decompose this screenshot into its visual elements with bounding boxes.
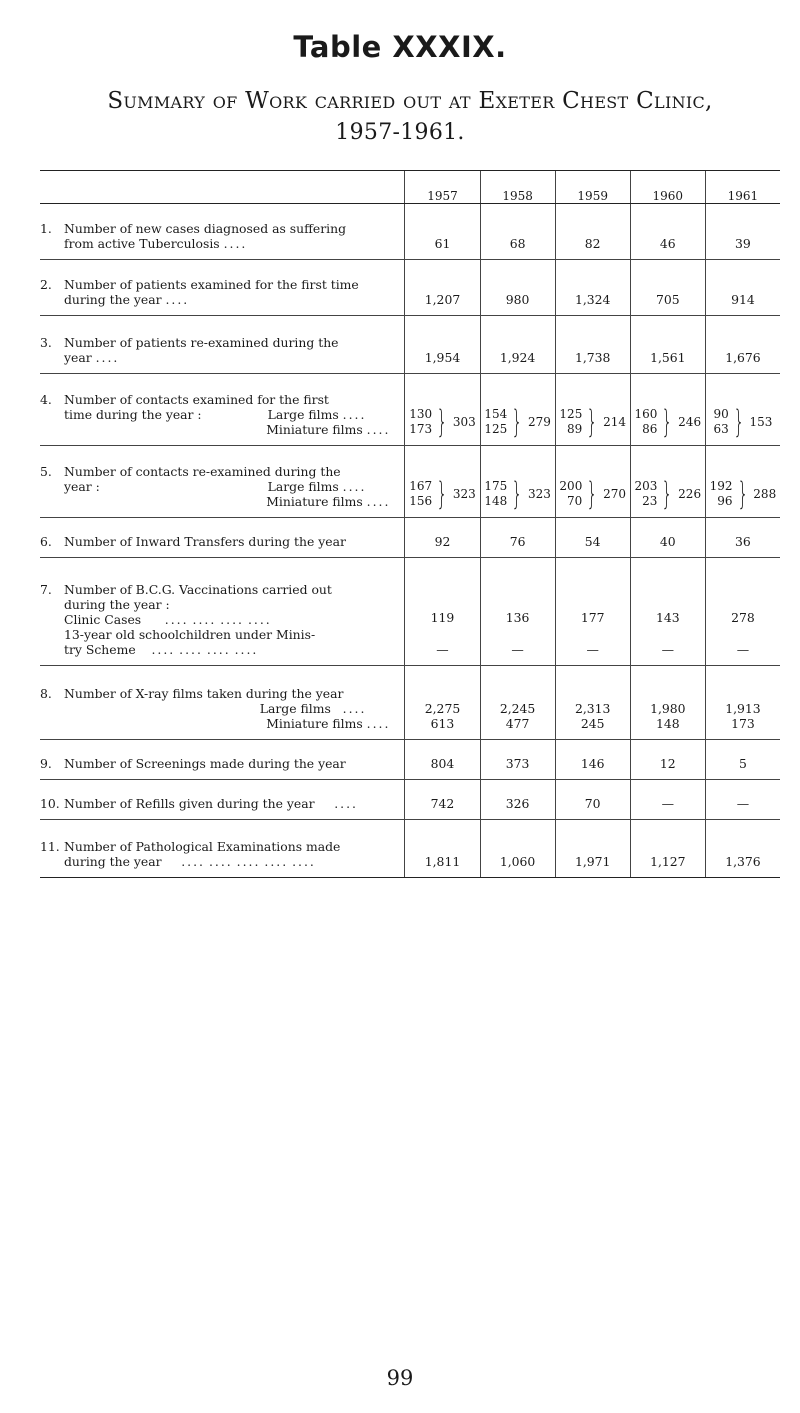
table-row bbox=[40, 260, 780, 316]
cell-value: 39 bbox=[705, 204, 780, 260]
leader-dots: .... bbox=[208, 854, 233, 869]
large-films-value: 160 bbox=[634, 407, 658, 421]
cell-stacked bbox=[630, 558, 705, 666]
row-text-line: Number of X-ray films taken during the year bbox=[64, 686, 344, 701]
miniature-films-value: 173 bbox=[409, 422, 433, 436]
miniature-films-value: 245 bbox=[580, 716, 605, 731]
cell-value: 68 bbox=[480, 204, 555, 260]
large-films-value: 167 bbox=[409, 479, 433, 493]
cell-value: 146 bbox=[555, 740, 630, 780]
leader-dots: .... bbox=[366, 422, 391, 437]
cell-value: 46 bbox=[630, 204, 705, 260]
row-description bbox=[40, 780, 405, 820]
leader-dots: .... bbox=[264, 854, 289, 869]
cell-value: 326 bbox=[480, 780, 555, 820]
large-films-value: 1,980 bbox=[650, 701, 686, 716]
leader-dots: .... bbox=[206, 642, 231, 657]
miniature-films-value: 89 bbox=[567, 422, 583, 436]
row-text-line: Number of Refills given during the year bbox=[64, 796, 315, 811]
school-scheme-value: — bbox=[661, 642, 674, 657]
leader-dots: .... bbox=[366, 716, 391, 731]
total-value: 288 bbox=[753, 486, 777, 501]
right-brace-icon: } bbox=[737, 476, 748, 512]
summary-table bbox=[40, 170, 780, 878]
miniature-films-value: 70 bbox=[567, 494, 583, 508]
row-description bbox=[40, 374, 405, 446]
row-number: 5. bbox=[40, 464, 52, 479]
miniature-films-value: 86 bbox=[642, 422, 658, 436]
cell-value: 1,954 bbox=[405, 316, 480, 374]
leader-dots: .... bbox=[179, 642, 203, 657]
leader-dots: .... bbox=[342, 701, 367, 716]
cell-braced bbox=[630, 374, 705, 446]
header-year-1960: 1960 bbox=[630, 171, 705, 204]
row-number: 9. bbox=[40, 756, 52, 771]
miniature-films-value: 148 bbox=[484, 494, 508, 508]
cell-braced bbox=[705, 374, 780, 446]
row-number: 4. bbox=[40, 392, 52, 407]
school-scheme-value: — bbox=[736, 642, 750, 657]
clinic-cases-value: 143 bbox=[655, 610, 680, 625]
table-row bbox=[40, 740, 780, 780]
row-description bbox=[40, 204, 405, 260]
cell-value: 1,676 bbox=[705, 316, 780, 374]
row-description bbox=[40, 518, 405, 558]
sub-label-miniature: Miniature films bbox=[266, 494, 363, 509]
cell-value: 1,324 bbox=[555, 260, 630, 316]
row-text-line: during the year : bbox=[64, 597, 170, 612]
cell-stacked bbox=[705, 558, 780, 666]
cell-stacked bbox=[480, 666, 555, 740]
total-value: 323 bbox=[452, 486, 476, 501]
cell-stacked bbox=[405, 666, 480, 740]
table-row bbox=[40, 666, 780, 740]
cell-value: 5 bbox=[705, 740, 780, 780]
row-number: 8. bbox=[40, 686, 52, 701]
row-text-line: Number of new cases diagnosed as suffering bbox=[64, 221, 347, 236]
miniature-films-value: 477 bbox=[505, 716, 530, 731]
right-brace-icon: } bbox=[733, 404, 745, 440]
miniature-films-value: 148 bbox=[655, 716, 680, 731]
cell-value: 1,738 bbox=[555, 316, 630, 374]
miniature-films-value: 63 bbox=[713, 422, 729, 436]
cell-value: — bbox=[705, 780, 780, 820]
miniature-films-value: 96 bbox=[717, 494, 733, 508]
row-text-line: time during the year : bbox=[64, 407, 202, 422]
row-number: 1. bbox=[40, 221, 52, 236]
row-text-line: 13-year old schoolchildren under Minis- bbox=[64, 627, 316, 642]
total-value: 226 bbox=[678, 486, 702, 501]
total-value: 279 bbox=[527, 414, 551, 429]
row-number: 7. bbox=[40, 582, 52, 597]
cell-braced bbox=[405, 446, 480, 518]
leader-dots: .... bbox=[165, 292, 190, 307]
cell-value: 36 bbox=[705, 518, 780, 558]
leader-dots: .... bbox=[366, 494, 391, 509]
row-description bbox=[40, 558, 405, 666]
cell-stacked bbox=[630, 666, 705, 740]
right-brace-icon: } bbox=[586, 404, 598, 440]
miniature-films-value: 125 bbox=[484, 422, 508, 436]
header-blank bbox=[40, 171, 405, 204]
header-year-1961: 1961 bbox=[705, 171, 780, 204]
row-description bbox=[40, 260, 405, 316]
row-text-line: during the year bbox=[64, 854, 162, 869]
cell-value: 82 bbox=[555, 204, 630, 260]
cell-value: 804 bbox=[405, 740, 480, 780]
miniature-films-value: 156 bbox=[409, 494, 433, 508]
table-row bbox=[40, 374, 780, 446]
cell-value: 705 bbox=[630, 260, 705, 316]
row-text-line: year : bbox=[64, 479, 100, 494]
large-films-value: 203 bbox=[634, 479, 658, 493]
subtitle-line-1: Summary of Work carried out at Exeter Chest Clinic, bbox=[107, 88, 713, 114]
right-brace-icon: } bbox=[511, 476, 523, 512]
cell-value: 742 bbox=[405, 780, 480, 820]
page-number: 99 bbox=[386, 1366, 414, 1390]
leader-dots: .... bbox=[95, 350, 120, 365]
cell-value: 1,924 bbox=[480, 316, 555, 374]
cell-braced bbox=[480, 446, 555, 518]
row-text-line: Number of contacts re-examined during the bbox=[64, 464, 341, 479]
table-row bbox=[40, 446, 780, 518]
cell-value: 70 bbox=[555, 780, 630, 820]
clinic-cases-value: 177 bbox=[580, 610, 605, 625]
leader-dots: .... bbox=[342, 407, 367, 422]
row-description bbox=[40, 666, 405, 740]
row-description bbox=[40, 740, 405, 780]
cell-value: 61 bbox=[405, 204, 480, 260]
leader-dots: .... bbox=[234, 642, 259, 657]
row-text-line: from active Tuberculosis bbox=[64, 236, 220, 251]
right-brace-icon: } bbox=[436, 404, 448, 440]
table-title: Table XXXIX. bbox=[293, 30, 507, 64]
leader-dots: .... bbox=[223, 236, 248, 251]
row-text-line: try Scheme bbox=[64, 642, 136, 657]
row-description bbox=[40, 316, 405, 374]
large-films-value: 175 bbox=[484, 479, 508, 493]
sub-label-large: Large films bbox=[259, 701, 331, 716]
cell-braced bbox=[405, 374, 480, 446]
row-text-line: Number of contacts examined for the first bbox=[64, 392, 329, 407]
cell-value: 12 bbox=[630, 740, 705, 780]
total-value: 303 bbox=[452, 414, 476, 429]
row-text-line: Clinic Cases bbox=[64, 612, 142, 627]
row-text-line: during the year bbox=[64, 292, 162, 307]
row-text-line: Number of patients examined for the first time bbox=[64, 277, 359, 292]
leader-dots: .... bbox=[342, 479, 367, 494]
large-films-value: 125 bbox=[559, 407, 583, 421]
right-brace-icon: } bbox=[661, 404, 673, 440]
miniature-films-value: 173 bbox=[731, 716, 755, 731]
cell-value: 1,127 bbox=[630, 820, 705, 878]
cell-value: 92 bbox=[405, 518, 480, 558]
header-row bbox=[40, 171, 780, 204]
cell-value: 54 bbox=[555, 518, 630, 558]
cell-braced bbox=[705, 446, 780, 518]
cell-value: 1,971 bbox=[555, 820, 630, 878]
table-row bbox=[40, 558, 780, 666]
leader-dots: .... bbox=[334, 796, 358, 811]
large-films-value: 2,275 bbox=[424, 701, 461, 716]
row-description bbox=[40, 820, 405, 878]
table-row bbox=[40, 518, 780, 558]
total-value: 246 bbox=[678, 414, 702, 429]
table-row bbox=[40, 820, 780, 878]
cell-value: 373 bbox=[480, 740, 555, 780]
school-scheme-value: — bbox=[586, 642, 599, 657]
clinic-cases-value: 278 bbox=[731, 610, 755, 625]
table-row bbox=[40, 204, 780, 260]
sub-label-miniature: Miniature films bbox=[266, 422, 363, 437]
leader-dots: .... bbox=[151, 642, 176, 657]
row-number: 2. bbox=[40, 277, 52, 292]
subtitle-line-2: 1957-1961. bbox=[335, 120, 465, 145]
right-brace-icon: } bbox=[586, 476, 598, 512]
row-number: 6. bbox=[40, 534, 52, 549]
row-text-line: Number of Pathological Examinations made bbox=[64, 839, 341, 854]
clinic-cases-value: 119 bbox=[430, 610, 455, 625]
right-brace-icon: } bbox=[661, 476, 673, 512]
large-films-value: 154 bbox=[484, 407, 508, 421]
sub-label-large: Large films bbox=[267, 407, 339, 422]
leader-dots: .... bbox=[247, 612, 272, 627]
cell-value: 980 bbox=[480, 260, 555, 316]
right-brace-icon: } bbox=[436, 476, 448, 512]
miniature-films-value: 23 bbox=[642, 494, 658, 508]
row-description bbox=[40, 446, 405, 518]
large-films-value: 130 bbox=[409, 407, 433, 421]
cell-braced bbox=[480, 374, 555, 446]
cell-braced bbox=[630, 446, 705, 518]
header-year-1958: 1958 bbox=[480, 171, 555, 204]
cell-value: 1,060 bbox=[480, 820, 555, 878]
row-number: 10. bbox=[40, 796, 60, 811]
cell-value: 1,207 bbox=[405, 260, 480, 316]
cell-value: 914 bbox=[705, 260, 780, 316]
large-films-value: 1,913 bbox=[725, 701, 761, 716]
cell-braced bbox=[555, 374, 630, 446]
school-scheme-value: — bbox=[436, 642, 449, 657]
table-row bbox=[40, 780, 780, 820]
cell-value: 40 bbox=[630, 518, 705, 558]
cell-value: 76 bbox=[480, 518, 555, 558]
total-value: 214 bbox=[603, 414, 626, 429]
cell-stacked bbox=[555, 558, 630, 666]
row-number: 11. bbox=[40, 839, 60, 854]
table-subtitle bbox=[0, 86, 800, 148]
total-value: 153 bbox=[749, 414, 773, 429]
large-films-value: 192 bbox=[709, 479, 733, 493]
leader-dots: .... bbox=[164, 612, 189, 627]
leader-dots: .... bbox=[192, 612, 217, 627]
header-year-1959: 1959 bbox=[555, 171, 630, 204]
header-year-1957: 1957 bbox=[405, 171, 480, 204]
cell-value: — bbox=[630, 780, 705, 820]
school-scheme-value: — bbox=[511, 642, 524, 657]
large-films-value: 2,313 bbox=[574, 701, 611, 716]
large-films-value: 2,245 bbox=[499, 701, 536, 716]
row-text-line: year bbox=[64, 350, 92, 365]
total-value: 323 bbox=[527, 486, 551, 501]
cell-value: 1,376 bbox=[705, 820, 780, 878]
row-text-line: Number of Screenings made during the year bbox=[64, 756, 346, 771]
row-text-line: Number of Inward Transfers during the year bbox=[64, 534, 346, 549]
miniature-films-value: 613 bbox=[430, 716, 455, 731]
cell-stacked bbox=[555, 666, 630, 740]
leader-dots: .... bbox=[220, 612, 244, 627]
large-films-value: 90 bbox=[713, 407, 729, 421]
cell-stacked bbox=[405, 558, 480, 666]
row-text-line: Number of patients re-examined during the bbox=[64, 335, 339, 350]
table-row bbox=[40, 316, 780, 374]
cell-stacked bbox=[705, 666, 780, 740]
clinic-cases-value: 136 bbox=[505, 610, 530, 625]
large-films-value: 200 bbox=[559, 479, 583, 493]
cell-value: 1,811 bbox=[405, 820, 480, 878]
cell-braced bbox=[555, 446, 630, 518]
sub-label-miniature: Miniature films bbox=[266, 716, 363, 731]
leader-dots: .... bbox=[292, 854, 316, 869]
row-number: 3. bbox=[40, 335, 52, 350]
cell-value: 1,561 bbox=[630, 316, 705, 374]
cell-stacked bbox=[480, 558, 555, 666]
row-text-line: Number of B.C.G. Vaccinations carried out bbox=[64, 582, 332, 597]
total-value: 270 bbox=[603, 486, 626, 501]
leader-dots: .... bbox=[181, 854, 205, 869]
sub-label-large: Large films bbox=[267, 479, 339, 494]
leader-dots: .... bbox=[236, 854, 261, 869]
right-brace-icon: } bbox=[511, 404, 523, 440]
